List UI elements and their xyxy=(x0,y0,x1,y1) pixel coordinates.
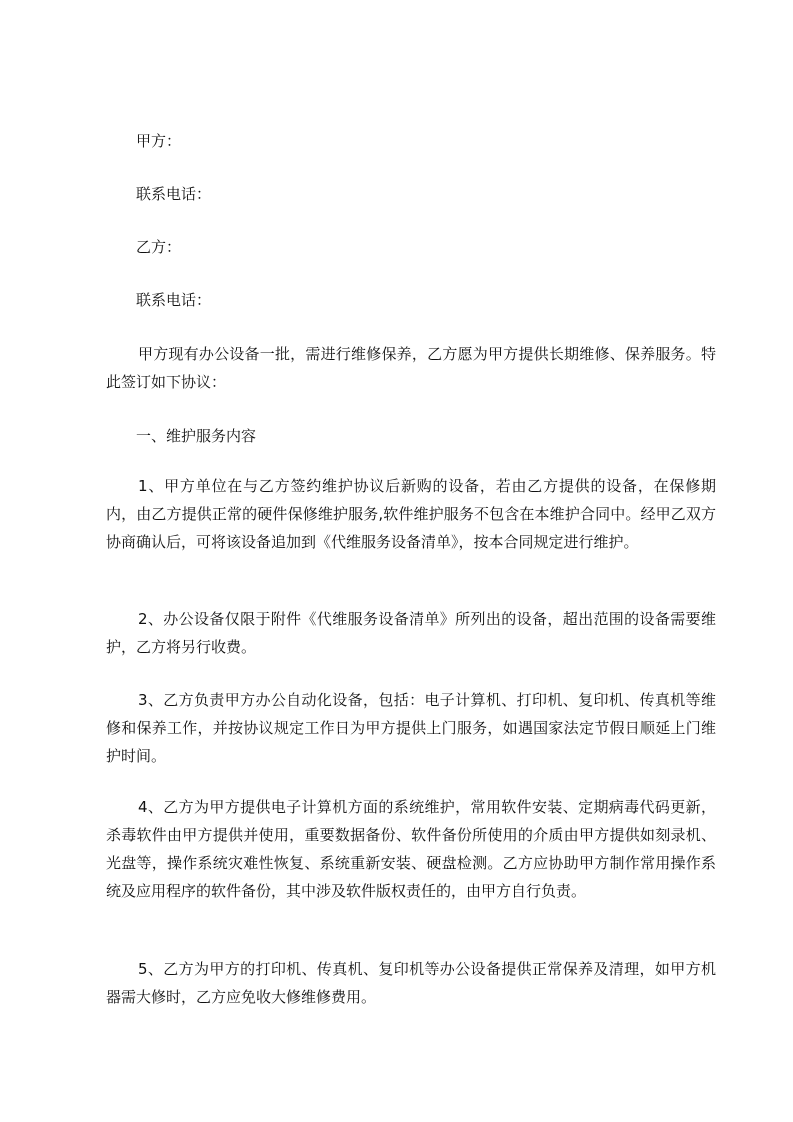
party-b-phone-label: 联系电话： xyxy=(136,291,212,309)
section-1-item-1: 1、甲方单位在与乙方签约维护协议后新购的设备，若由乙方提供的设备，在保修期内，由乙方提供正常的硬件保修维护服务,软件维护服务不包含在本维护合同中。经甲乙双方协商确认后，可将该设备追加到《代维服务设备清单》，按本合同规定进行维护。 xyxy=(106,477,716,551)
intro-paragraph: 甲方现有办公设备一批，需进行维修保养，乙方愿为甲方提供长期维修、保养服务。特此签订如下协议： xyxy=(106,345,716,391)
section-1-item-5: 5、乙方为甲方的打印机、传真机、复印机等办公设备提供正常保养及清理，如甲方机器需大修时，乙方应免收大修维修费用。 xyxy=(106,960,716,1006)
section-1-title: 一、维护服务内容 xyxy=(136,427,257,445)
party-b-label: 乙方： xyxy=(136,238,182,256)
section-1-item-4: 4、乙方为甲方提供电子计算机方面的系统维护，常用软件安装、定期病毒代码更新，杀毒软件由甲方提供并使用，重要数据备份、软件备份所使用的介质由甲方提供如刻录机、光盘等，操作系统灾难性恢复、系统重新安装、硬盘检测。乙方应协助甲方制作常用操作系统及应用程序的软件备份，其中涉及软件版权责任的，由甲方自行负责。 xyxy=(106,798,716,900)
party-a-phone-label: 联系电话： xyxy=(136,185,212,203)
section-1-item-2: 2、办公设备仅限于附件《代维服务设备清单》所列出的设备，超出范围的设备需要维护，乙方将另行收费。 xyxy=(106,610,716,656)
section-1-item-3: 3、乙方负责甲方办公自动化设备，包括：电子计算机、打印机、复印机、传真机等维修和保养工作，并按协议规定工作日为甲方提供上门服务，如遇国家法定节假日顺延上门维护时间。 xyxy=(106,691,716,765)
party-a-label: 甲方： xyxy=(136,132,182,150)
